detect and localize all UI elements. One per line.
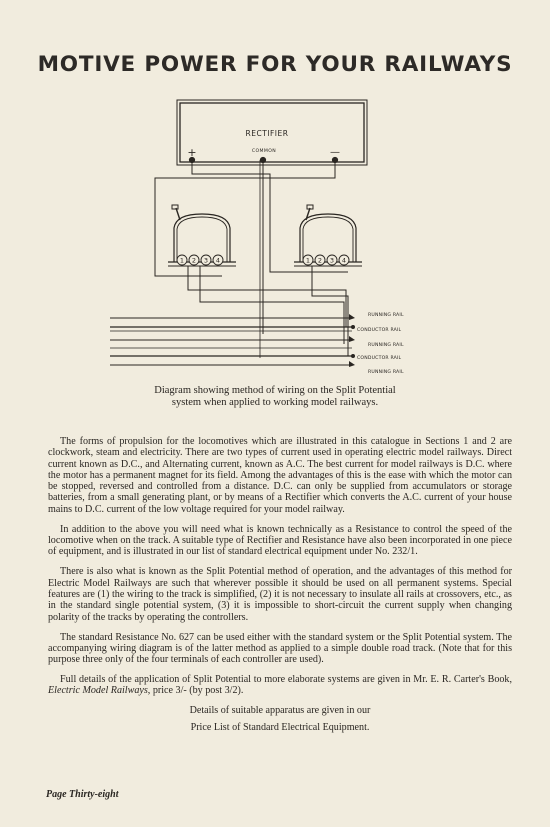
page-title: MOTIVE POWER FOR YOUR RAILWAYS: [37, 52, 513, 77]
paragraph-book-reference: [48, 674, 512, 697]
minus-label: —: [330, 147, 340, 158]
paragraph-text: , price 3/- (by post 3/2).: [147, 685, 244, 697]
rail-label: RUNNING RAIL: [368, 370, 404, 375]
paragraph: The forms of propulsion for the locomotives which are illustrated in this catalogue in Sections 1 and 2 are clockwork, steam and electricity. There are two types of current used in operating electric model railways. Direct current known as D.C., and Alternating current, known as A.C. The best current for model railways is D.C. where the motor has a permanent magnet for its field. Among the advantages of this is the ease with which the motor can be stopped, reversed and controlled from a distance. D.C. can only be supplied from accumulators or storage batteries, from a small generating plant, or by means of a Rectifier which converts the A.C. current of your house mains to D.C. current of the low voltage required for your model railway.: [48, 436, 512, 515]
terminal-number: 3: [203, 256, 209, 265]
closing-line: Price List of Standard Electrical Equipment.: [190, 721, 370, 733]
book-title: Electric Model Railways: [48, 685, 148, 697]
rail-label: RUNNING RAIL: [368, 343, 404, 348]
caption-line: system when applied to working model railways.: [171, 397, 379, 408]
closing-line: Details of suitable apparatus are given in our: [189, 705, 371, 717]
rail-label: CONDUCTOR RAIL: [357, 356, 402, 361]
terminal-number: 4: [341, 256, 347, 265]
diagram-caption: [100, 385, 450, 409]
terminal-number: 2: [317, 256, 323, 265]
paragraph: In addition to the above you will need what is known technically as a Resistance to control the speed of the locomotive when on the track. A suitable type of Rectifier and Resistance have also been incorporated in one piece of equipment, and is illustrated in our list of standard electrical equipment under No. 232/1.: [48, 523, 512, 558]
wiring-diagram: [0, 0, 550, 380]
terminal-number: 3: [329, 256, 335, 265]
rail-label: RUNNING RAIL: [368, 313, 404, 318]
plus-label: +: [187, 146, 197, 159]
terminal-number: 1: [305, 256, 311, 265]
body-text: [48, 436, 512, 738]
paragraph: There is also what is known as the Split Potential method of operation, and the advantages of this method for Electric Model Railways are such that wherever possible it should be used on all permanent systems. Special features are (1) the wiring to the track is simplified, (2) it is not necessary to insulate all rails at crossovers, etc., as in the standard single potential system, (3) it is impossible to short-circuit the current supply when changing polarity of the tracks by operating the controllers.: [48, 566, 512, 623]
rectifier-label: RECTIFIER: [245, 129, 289, 138]
paragraph-text: Full details of the application of Split Potential to more elaborate systems are given in Mr. E. R. Carter's Book,: [60, 674, 512, 686]
common-label: COMMON: [251, 149, 277, 154]
rail-label: CONDUCTOR RAIL: [357, 328, 402, 333]
caption-line: Diagram showing method of wiring on the Split Potential: [154, 385, 396, 396]
paragraph: The standard Resistance No. 627 can be used either with the standard system or the Split Potential system. The accompanying wiring diagram is of the latter method as applied to a simple double road track. (Note that for this purpose three only of the four terminals of each controller are used).: [48, 631, 512, 666]
page-number: Page Thirty-eight: [46, 789, 119, 800]
terminal-number: 2: [191, 256, 197, 265]
terminal-number: 4: [215, 256, 221, 265]
terminal-number: 1: [179, 256, 185, 265]
